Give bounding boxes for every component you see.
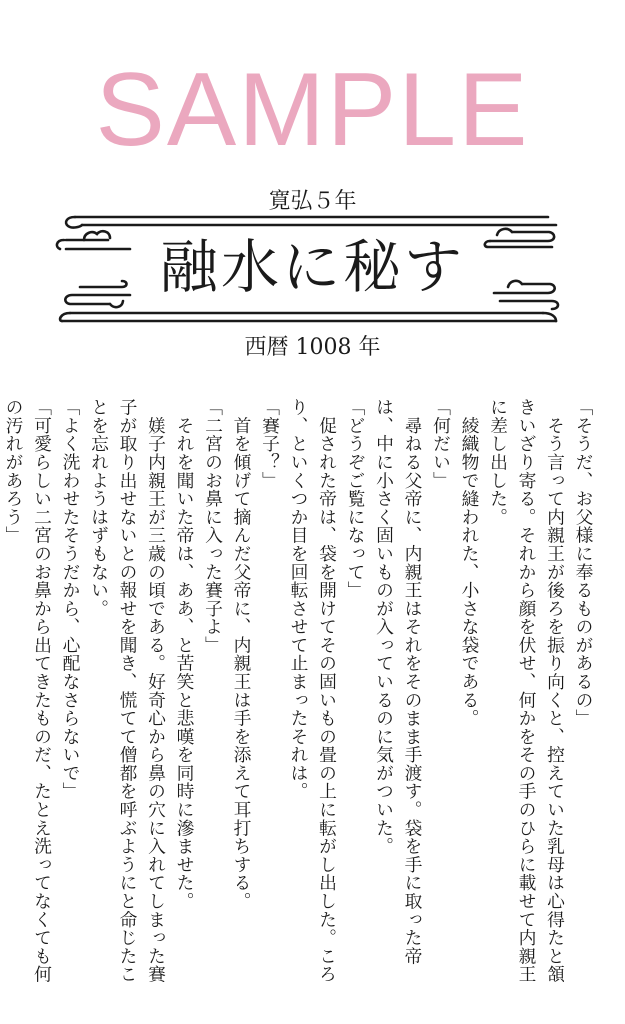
paragraph: 「そうだ、お父様に奉るものがあるの」 [573, 398, 594, 728]
paragraph: 首を傾げて摘んだ父帝に、内親王は手を添えて耳打ちする。 [231, 398, 252, 911]
paragraph: 「賽子？」 [259, 398, 281, 490]
era-label: 寛弘５年 [268, 189, 357, 214]
paragraph: 促された帝は、袋を開けてその固いもの畳の上に転がし出した。ころり、といくつか目を回転させて止まったそれは。 [288, 398, 338, 984]
paragraph: 媄子内親王が三歳の頃である。好奇心から鼻の穴に入れてしまった賽子が取り出せないとの報せを聞き、慌てて僧都を呼ぶようにと命じたことを忘れようはずもない。 [88, 398, 167, 984]
paragraph: 綾織物で縫われた、小さな袋である。 [459, 398, 480, 728]
paragraph: 「二宮のお鼻に入った賽子よ」 [202, 398, 224, 655]
paragraph: 「どうぞご覧になって」 [345, 398, 366, 600]
page-title: 融水に秘す [159, 233, 465, 301]
paragraph: そう言って内親王が後ろを振り向くと、控えていた乳母は心得たと頷きいざり寄る。それから顔を伏せ、何かをその手のひらに載せて内親王に差し出した。 [487, 398, 566, 984]
sample-watermark: SAMPLE [95, 52, 530, 168]
paragraph: 尋ねる父帝に、内親王はそれをそのまま手渡す。袋を手に取った帝は、中に小さく固いものが入っているのに気がついた。 [373, 398, 423, 965]
vertical-body-text [0, 398, 597, 998]
paragraph: それを聞いた帝は、ああ、と苦笑と悲嘆を同時に滲ませた。 [174, 398, 195, 911]
paragraph: 「よく洗わせたそうだから、心配なさらないで」 [60, 398, 81, 801]
paragraph: 「可愛らしい二宮のお鼻から出てきたものだ、たとえ洗ってなくても何の汚れがあろう」 [3, 398, 53, 984]
western-year-label: 西暦 1008 年 [244, 335, 381, 360]
paragraph: 「何だい」 [430, 398, 452, 490]
